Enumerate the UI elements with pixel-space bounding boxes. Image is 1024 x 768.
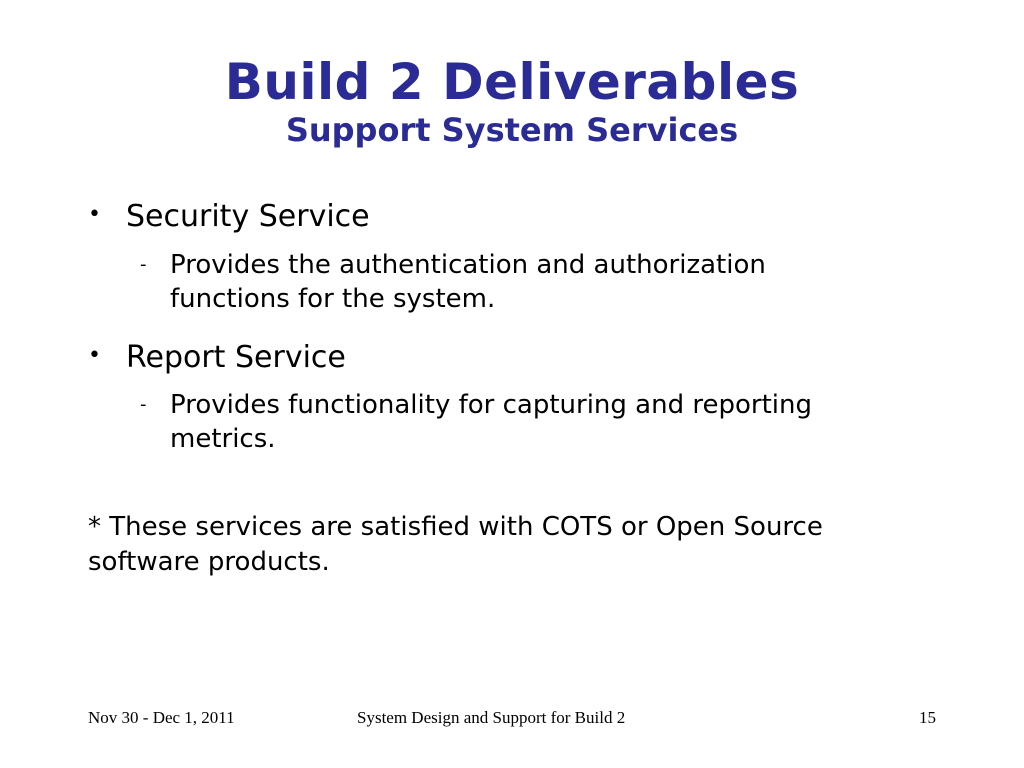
- bullet-marker: •: [88, 343, 101, 368]
- sub-bullet-text: Provides functionality for capturing and reporting metrics.: [170, 390, 812, 454]
- footnote-text: * These services are satisfied with COTS or Open Source software products.: [88, 512, 823, 577]
- sub-bullet-text: Provides the authentication and authorization functions for the system.: [170, 250, 766, 314]
- slide-title: Build 2 Deliverables: [224, 53, 800, 111]
- page-number: 15: [919, 708, 936, 727]
- bullet-marker: •: [88, 202, 101, 227]
- footer-title: System Design and Support for Build 2: [357, 708, 626, 727]
- bullet-label: Report Service: [126, 340, 346, 375]
- slide-footer: [0, 707, 1024, 731]
- footer-date: Nov 30 - Dec 1, 2011: [88, 708, 235, 727]
- slide-subtitle: Support System Services: [285, 111, 739, 149]
- bullet-label: Security Service: [126, 199, 370, 234]
- sub-bullet-marker: -: [140, 254, 147, 275]
- sub-bullet-marker: -: [140, 394, 147, 415]
